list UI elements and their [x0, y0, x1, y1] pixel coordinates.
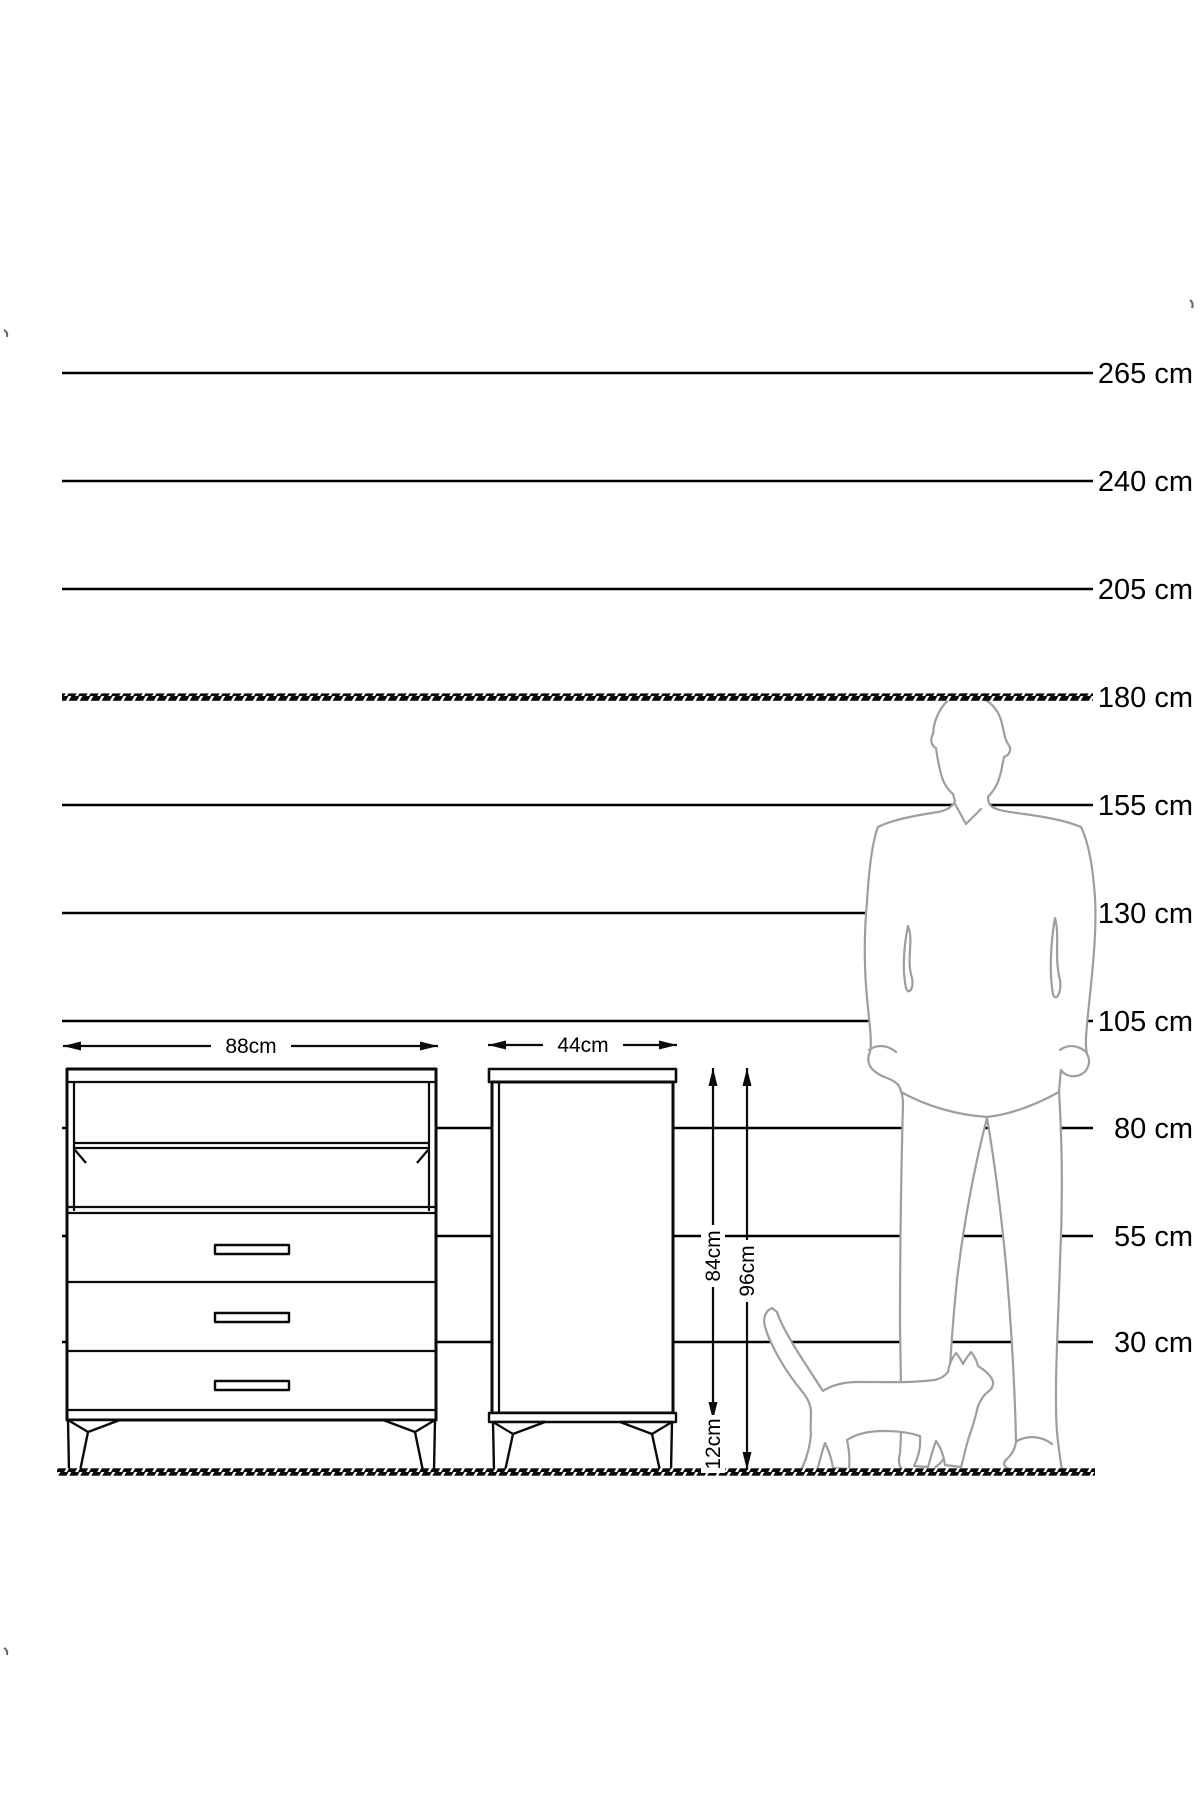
ruler-line-180-hatched [62, 693, 1093, 700]
chest-front-view [67, 1069, 436, 1471]
side-body [492, 1082, 673, 1413]
ruler-label-55: 55 cm [1114, 1221, 1193, 1253]
ruler-label-240: 240 cm [1097, 466, 1193, 498]
ruler-label-155: 155 cm [1097, 790, 1193, 822]
legs-height-label: 12cm [702, 1418, 725, 1470]
ruler-label-205: 205 cm [1097, 574, 1193, 606]
drawer-handle-1 [215, 1245, 289, 1254]
ruler-label-265: 265 cm [1097, 358, 1193, 390]
ruler-label-30: 30 cm [1114, 1327, 1193, 1359]
total-height-label: 96cm [736, 1245, 759, 1297]
ruler-label-180: 180 cm [1097, 682, 1193, 714]
legs-height-dimension [701, 1415, 725, 1473]
ground-line-hatched [57, 1468, 1095, 1475]
drawer-handle-2 [215, 1313, 289, 1322]
ruler-label-80: 80 cm [1114, 1113, 1193, 1145]
front-width-label: 88cm [225, 1035, 277, 1058]
side-bottom-slab [489, 1413, 676, 1422]
chest-side-view [489, 1069, 676, 1471]
ruler-label-130: 130 cm [1097, 898, 1193, 930]
side-top-slab [489, 1069, 676, 1082]
ruler-label-105: 105 cm [1097, 1006, 1193, 1038]
body-height-label: 84cm [702, 1230, 725, 1282]
side-depth-label: 44cm [557, 1034, 609, 1057]
drawer-handle-3 [215, 1381, 289, 1390]
